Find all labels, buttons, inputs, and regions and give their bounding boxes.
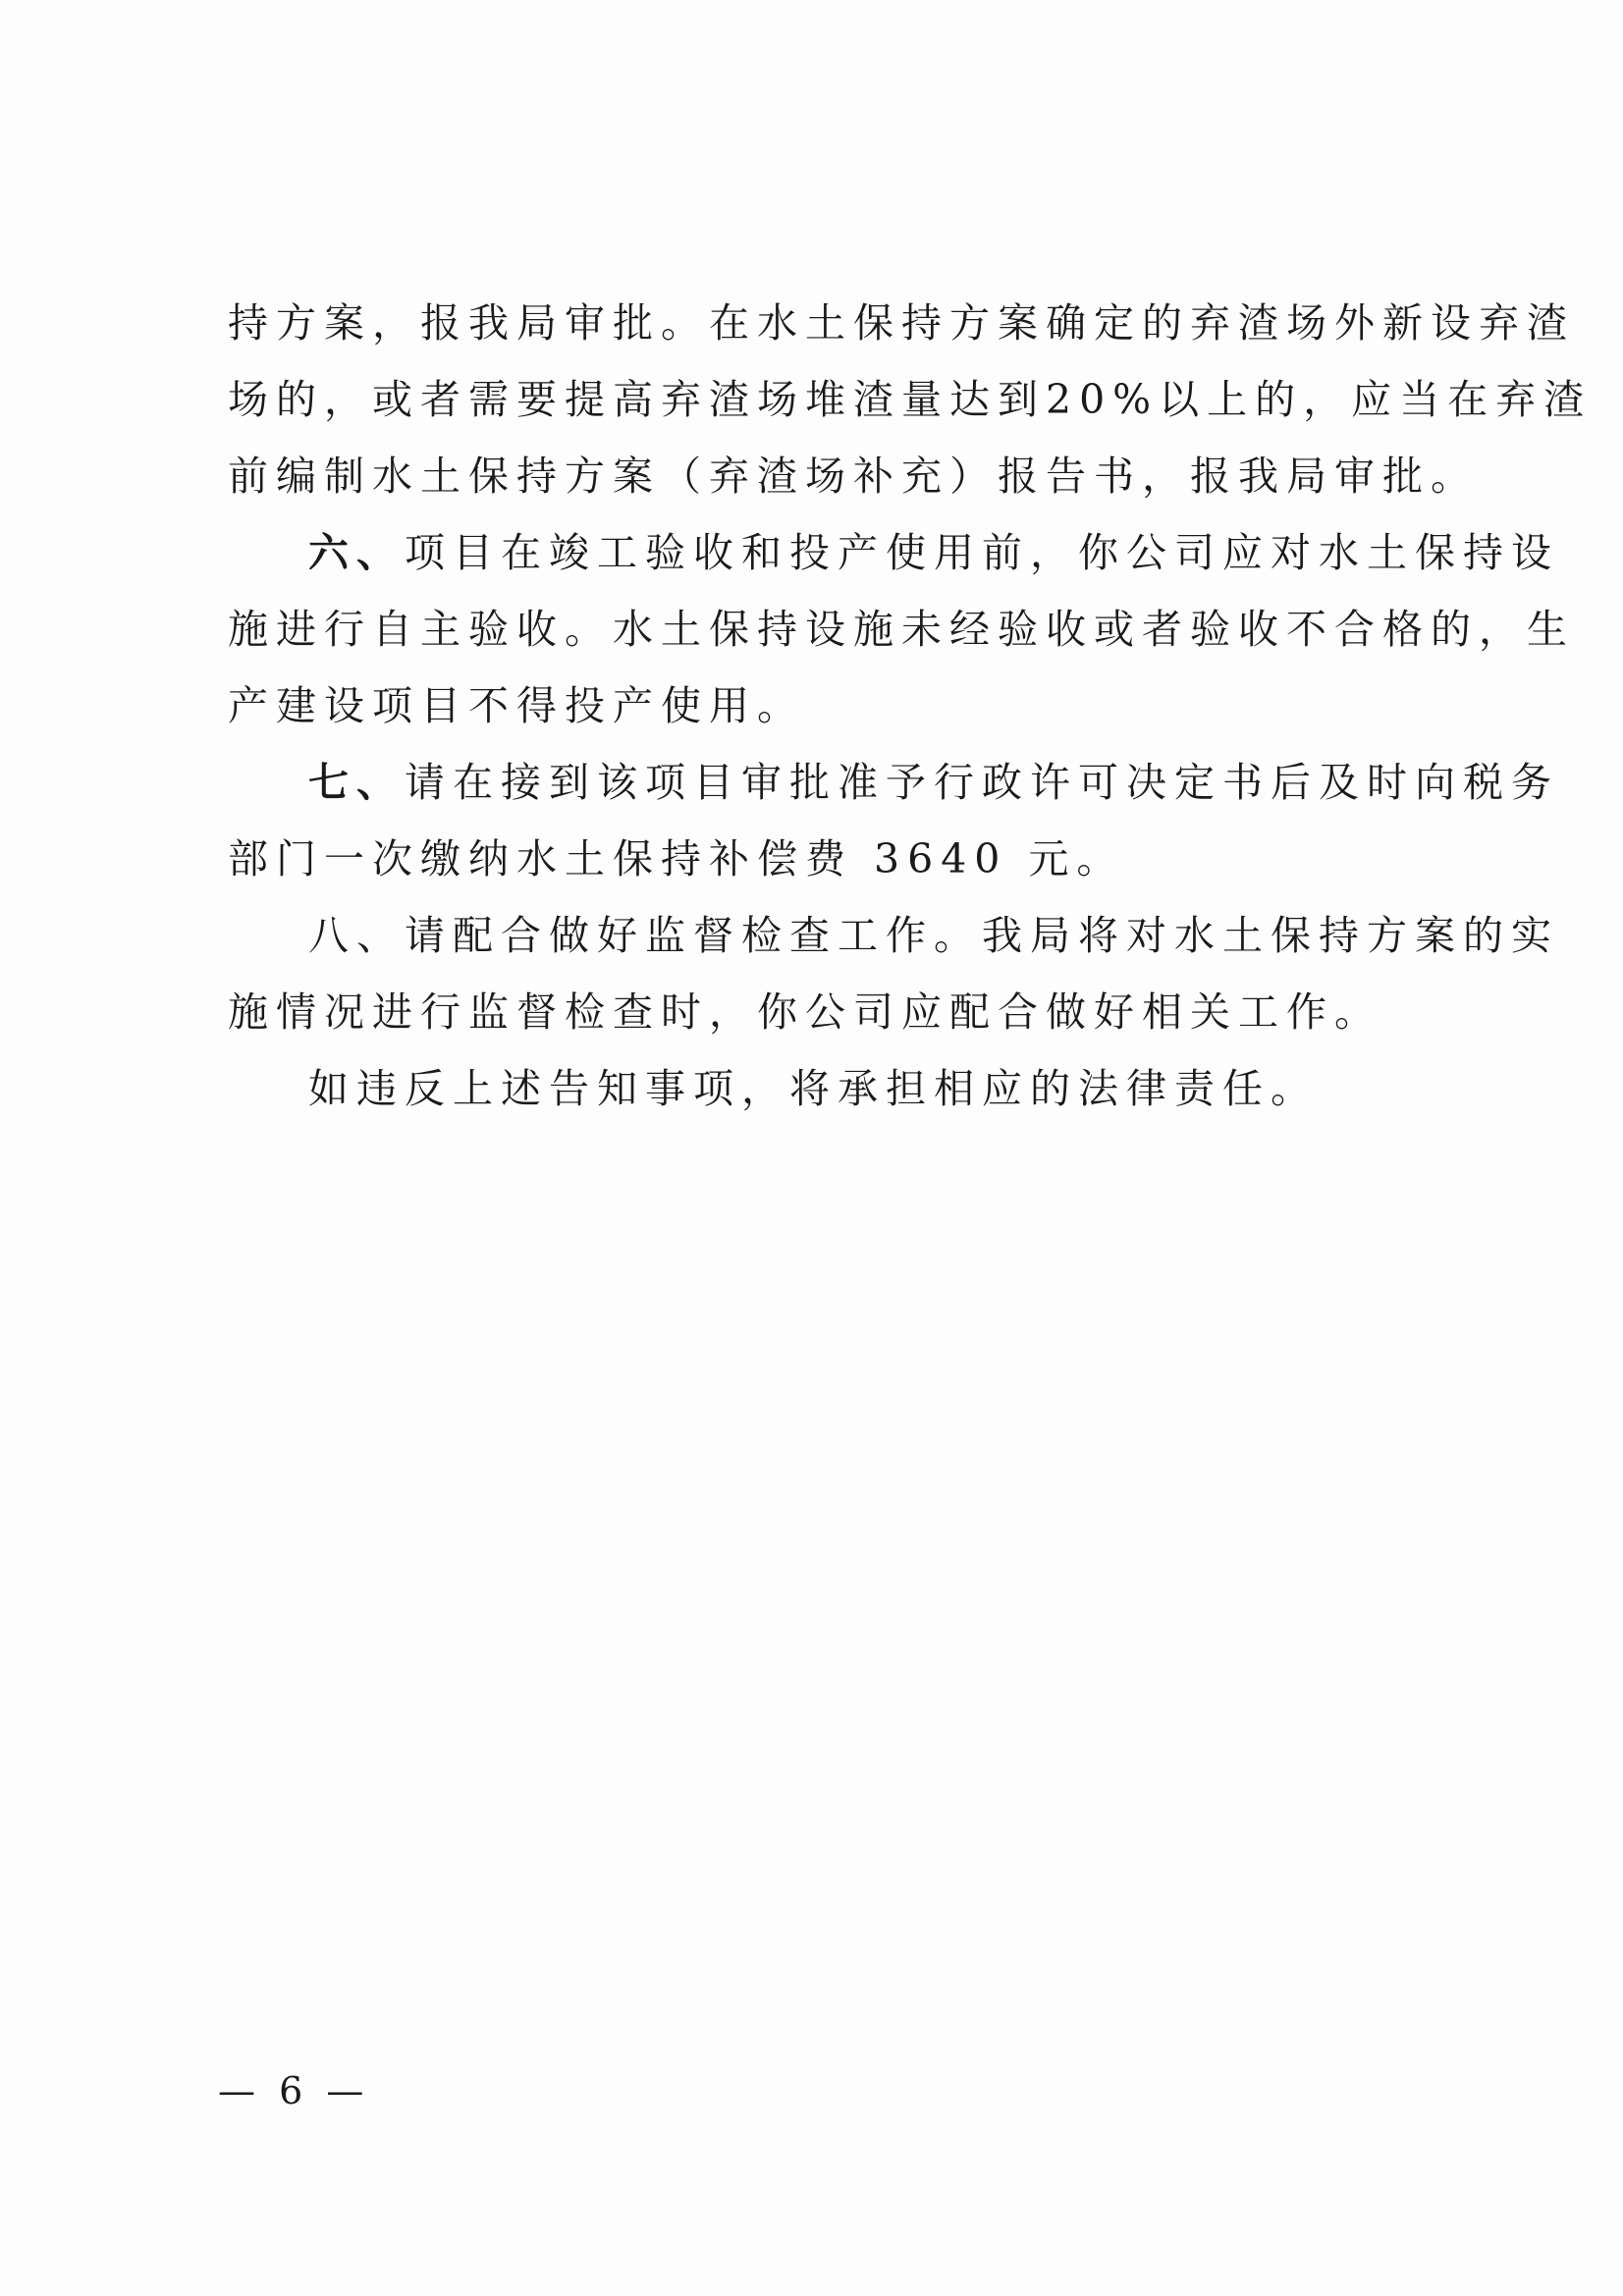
paragraph-line: 前编制水土保持方案（弃渣场补充）报告书，报我局审批。 [228, 453, 1479, 500]
clause-number-eight: 八、 [308, 912, 405, 959]
paragraph-eight-first-line [228, 897, 1559, 974]
paragraph-seven-first-line [228, 744, 1559, 821]
paragraph-line: 产建设项目不得投产使用。 [228, 682, 805, 729]
paragraph-line: 施情况进行监督检查时，你公司应配合做好相关工作。 [228, 988, 1382, 1036]
paragraph-line: 持方案，报我局审批。在水土保持方案确定的弃渣场外新设弃渣 [228, 299, 1575, 347]
clause-number-six: 六、 [308, 529, 405, 576]
closing-statement: 如违反上述告知事项，将承担相应的法律责任。 [308, 1065, 1319, 1112]
page-number: — 6 — [218, 2069, 370, 2112]
paragraph-line-text: 项目在竣工验收和投产使用前，你公司应对水土保持设 [405, 529, 1559, 576]
paragraph-six-first-line [228, 514, 1559, 591]
clause-number-seven: 七、 [308, 759, 405, 806]
paragraph-line: 施进行自主验收。水土保持设施未经验收或者验收不合格的，生 [228, 606, 1575, 653]
paragraph-line-text: 请在接到该项目审批准予行政许可决定书后及时向税务 [405, 759, 1559, 806]
paragraph-line: 部门一次缴纳水土保持补偿费 3640 元。 [228, 835, 1125, 882]
paragraph-line-text: 请配合做好监督检查工作。我局将对水土保持方案的实 [405, 912, 1559, 959]
paragraph-line: 场的，或者需要提高弃渣场堆渣量达到20%以上的，应当在弃渣 [228, 376, 1593, 423]
document-body [228, 285, 1593, 1127]
